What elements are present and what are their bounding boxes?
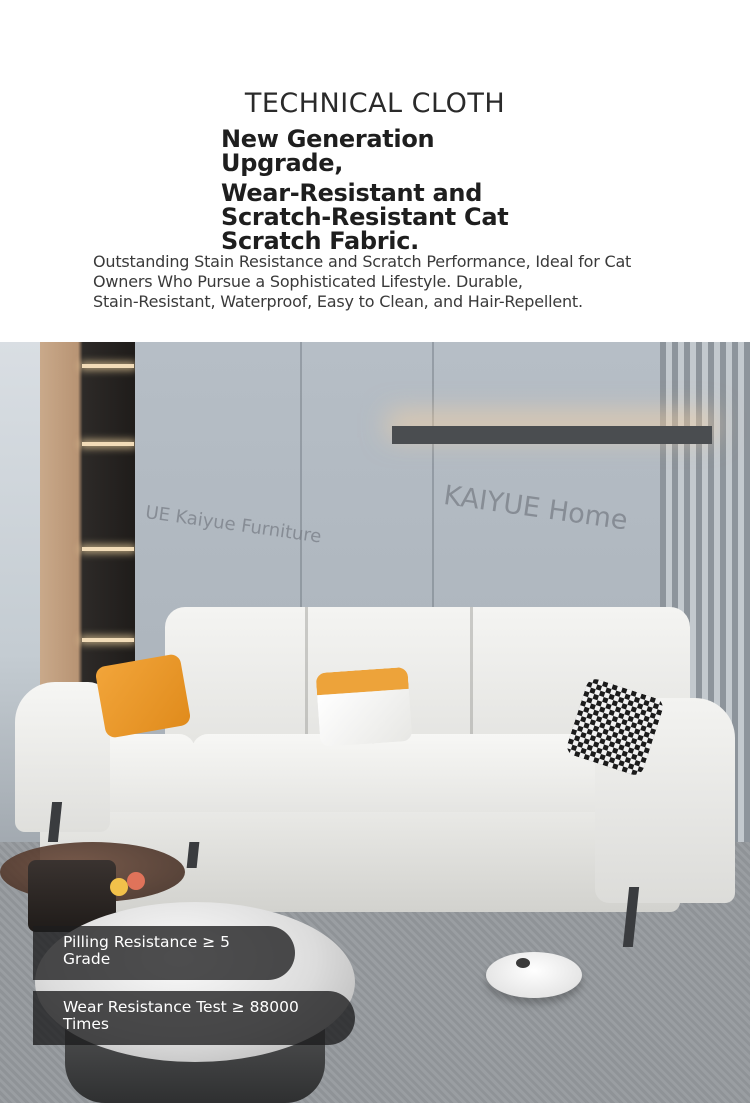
- headline-line: Upgrade,: [221, 149, 344, 177]
- product-photo: [0, 342, 750, 1103]
- description-line: Stain-Resistant, Waterproof, Easy to Clean, and Hair-Repellent.: [93, 292, 583, 311]
- headline-line: Wear-Resistant and: [221, 179, 483, 207]
- shelf-light: [82, 364, 134, 368]
- fruit: [127, 872, 145, 890]
- backrest-seam: [305, 607, 308, 747]
- description-line: Outstanding Stain Resistance and Scratch Performance, Ideal for Cat: [93, 252, 632, 271]
- feature-line: Grade: [63, 950, 111, 968]
- section-title: TECHNICAL CLOTH: [244, 88, 506, 119]
- wall-light-bar: [392, 426, 712, 444]
- feature-badge-wear: [33, 991, 355, 1045]
- shelf-light: [82, 442, 134, 446]
- headline-line: Scratch Fabric.: [221, 227, 419, 255]
- robot-sensor: [516, 958, 530, 968]
- feature-line: Pilling Resistance ≥ 5: [63, 933, 231, 951]
- headline-line: New Generation: [221, 125, 435, 153]
- headline: [221, 127, 521, 253]
- header-panel: [0, 0, 750, 342]
- sofa-left-arm: [15, 682, 110, 832]
- watermark-right: KAIYUE Home: [441, 480, 630, 537]
- white-pillow: [316, 667, 413, 747]
- shelf-light: [82, 547, 134, 551]
- fruit: [110, 878, 128, 896]
- watermark-left: UE Kaiyue Furniture: [144, 502, 323, 548]
- headline-line: Scratch-Resistant Cat: [221, 203, 509, 231]
- feature-line: Wear Resistance Test ≥ 88000: [63, 998, 299, 1016]
- orange-pillow: [94, 653, 191, 739]
- backrest-seam: [470, 607, 473, 747]
- description: [93, 252, 693, 312]
- feature-line: Times: [63, 1015, 110, 1033]
- robot-vacuum: [486, 952, 582, 998]
- description-line: Owners Who Pursue a Sophisticated Lifestyle. Durable,: [93, 272, 523, 291]
- shelf-light: [82, 638, 134, 642]
- feature-badge-pilling: [33, 926, 295, 980]
